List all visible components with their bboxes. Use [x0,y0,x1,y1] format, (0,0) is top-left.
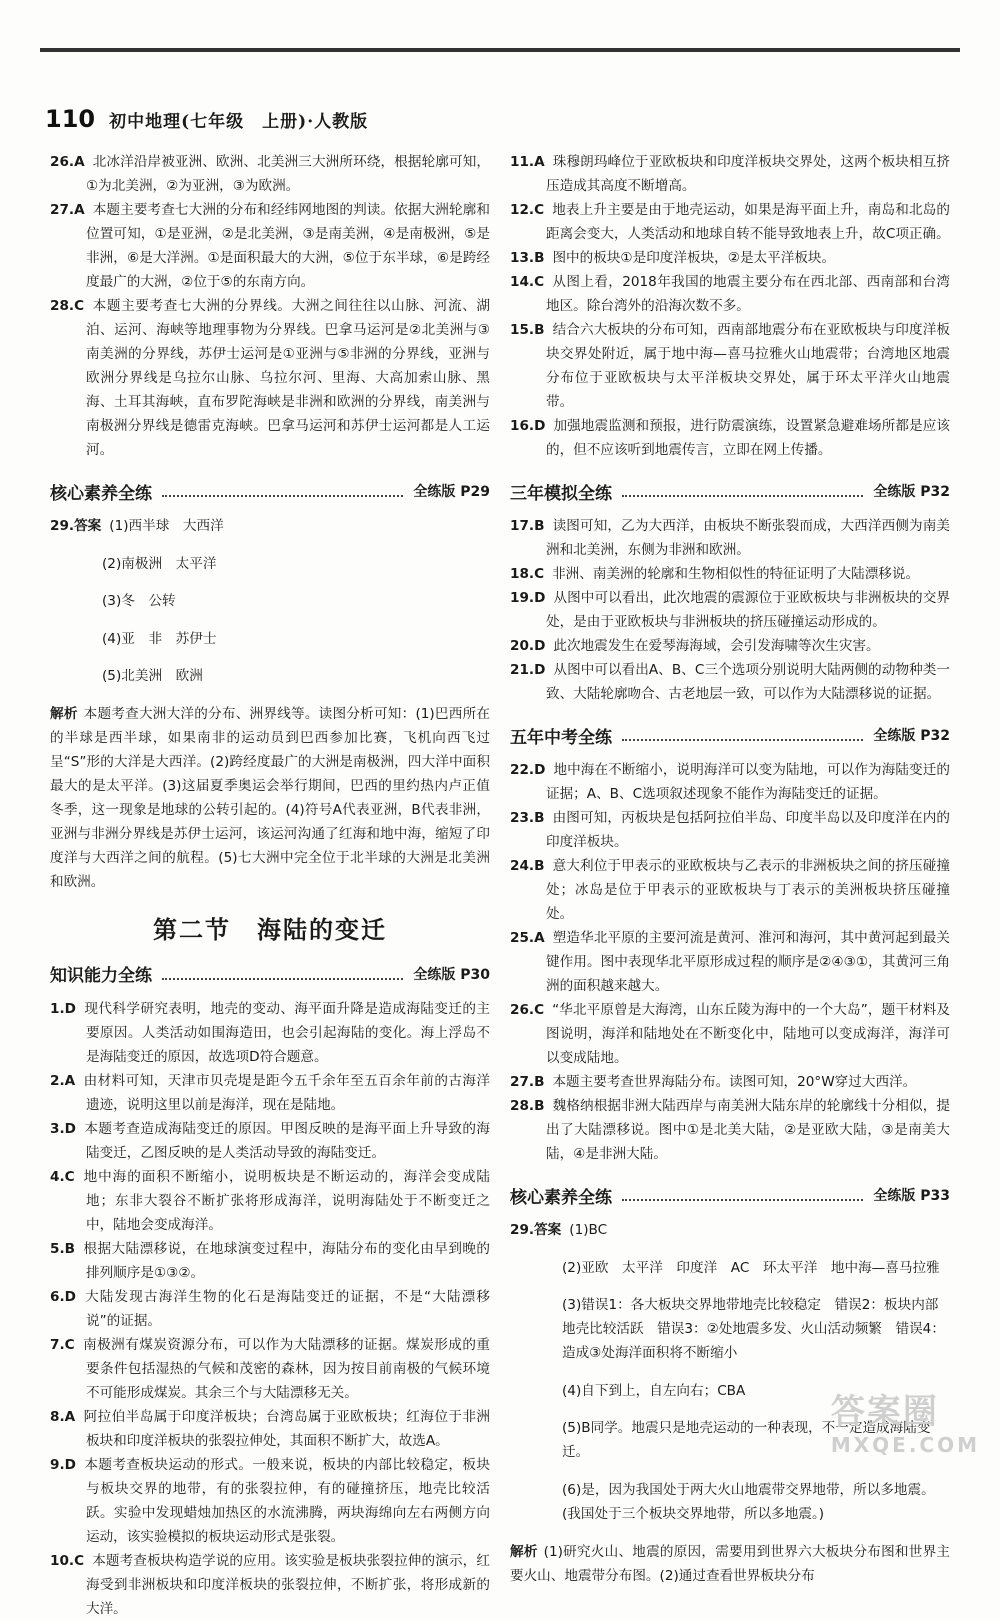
answer-item [50,1117,490,1165]
answer-number: 10.C [50,1552,85,1569]
answer-number: 16.D [510,418,546,434]
answer-item [50,150,490,198]
book-title: 初中地理(七年级 上册)·人教版 [109,111,369,132]
answer-subitem: (5)B同学。地震只是地壳运动的一种表现，不一定造成海陆变迁。 [562,1420,931,1461]
answer-item [510,634,950,658]
answer-number: 7.C [50,1336,75,1353]
analysis-text: (1)研究火山、地震的原因，需要用到世界六大板块分布图和世界主要火山、地震带分布图。(2)通过查看世界板块分布 [510,1543,950,1584]
answer-number: 12.C [510,202,545,218]
answer-text: 从图中可以看出，此次地震的震源位于亚欧板块与非洲板块的交界处，是由于亚欧板块与非洲板块的挤压碰撞运动形成的。 [546,590,950,630]
answer-text: 由材料可知，天津市贝壳堤是距今五千余年至五百余年前的古海洋遗迹，说明这里以前是海洋，现在是陆地。 [83,1072,490,1113]
answer-number: 17.B [510,518,545,534]
answer-item [510,1094,950,1166]
answer-number: 19.D [510,590,546,606]
section-page-ref: 全练版 P30 [413,966,490,983]
answer-number: 26.C [510,1002,545,1018]
watermark-logo: 答案圈 MXQE.COM [830,1392,980,1457]
answer-item [510,1070,950,1094]
section-title: 知识能力全练 [50,966,152,987]
top-rule [40,48,960,52]
answer-text: 地表上升主要是由于地壳运动，如果是海平面上升，南岛和北岛的距离会变大，人类活动和地球自转不能导致地表上升，故C项正确。 [546,202,950,242]
answer-item [510,150,950,198]
answer-item [50,514,490,538]
answer-item [510,514,950,562]
answer-item [510,806,950,854]
answer-item [510,658,950,706]
answer-text: 阿拉伯半岛属于印度洋板块；台湾岛属于亚欧板块；红海位于非洲板块和印度洋板块的张裂拉伸处，其面积不断扩大，故选A。 [83,1408,490,1449]
section-page-ref: 全练版 P32 [873,484,950,500]
answer-item [50,1165,490,1237]
dotted-leader [622,729,863,741]
answer-item [510,562,950,586]
answer-subitem: (4)自下到上，自左向右；CBA [562,1382,746,1399]
answer-number: 26.A [50,154,85,170]
answer-number: 15.B [510,322,545,338]
page-header [45,104,368,134]
answer-text: 非洲、南美洲的轮廓和生物相似性的特征证明了大陆漂移说。 [552,566,920,582]
answer-item [50,1237,490,1285]
answer-text: 从图中可以看出A、B、C三个选项分别说明大陆两侧的动物种类一致、大陆轮廓吻合、古老地层一致，可以作为大陆漂移说的证据。 [546,662,950,702]
answer-text: 本题考查板块构造学说的应用。该实验是板块张裂拉伸的演示，红海受到非洲板块和印度洋板块的张裂拉伸，不断扩张，将形成新的大洋。 [86,1552,490,1617]
answer-number: 22.D [510,762,546,778]
analysis-label: 解析 [510,1543,538,1560]
answer-number: 29.答案 [50,518,102,534]
answer-text: 地中海的面积不断缩小，说明板块是不断运动的，海洋会变成陆地；东非大裂谷不断扩张将形成海洋，说明海陆处于不断变迁之中，陆地会变成海洋。 [82,1168,490,1233]
answer-text: 加强地震监测和预报，进行防震演练，设置紧急避难场所都是应该的，但不应该听到地震传言，立即在网上传播。 [546,418,950,458]
answer-subitem: (2)南极洲 太平洋 [102,555,217,572]
answer-item [510,414,950,462]
answer-item [510,586,950,634]
analysis-label: 解析 [50,705,78,722]
section-title: 核心素养全练 [510,1187,612,1208]
answer-number: 14.C [510,274,545,290]
answer-number: 29.答案 [510,1222,562,1238]
answer-item [510,998,950,1070]
answer-number: 8.A [50,1408,76,1425]
answer-text: 大陆发现古海洋生物的化石是海陆变迁的证据，不是“大陆漂移说”的证据。 [83,1288,490,1329]
answer-number: 23.B [510,810,545,826]
analysis-text: 本题考查大洲大洋的分布、洲界线等。读图分析可知：(1)巴西所在的半球是西半球，如果南非的运动员到巴西参加比赛，飞机向西飞过呈“S”形的大洋是大西洋。(2)跨经度最广的大洲是南极洲，四大洋中面积最大的是太平洋。(3)这届夏季奥运会举行期间，巴西的里约热内卢正值冬季，这一现象是地球的公转引起的。(4)符号A代表亚洲，B代表非洲，亚洲与非洲分界线是苏伊士运河，该运河沟通了红海和地中海，缩短了印度洋与大西洋之间的航程。(5)七大洲中完全位于北半球的大洲是北美洲和欧洲。 [50,705,490,890]
section-page-ref: 全练版 P29 [413,484,490,500]
answer-item [510,246,950,270]
answer-item [510,758,950,806]
answer-text: 读图可知，乙为大西洋，由板块不断张裂而成，大西洋西侧为南美洲和北美洲，东侧为非洲和欧洲。 [546,518,950,558]
answer-number: 5.B [50,1240,75,1257]
answer-number: 9.D [50,1456,76,1473]
answer-text: (1)BC [569,1222,608,1238]
answer-text: 现代科学研究表明，地壳的变动、海平面升降是造成海陆变迁的主要原因。人类活动如围海造田，也会引起海陆的变化。海上浮岛不是海陆变迁的原因，故选项D符合题意。 [83,1000,490,1065]
answer-text: 南极洲有煤炭资源分布，可以作为大陆漂移的证据。煤炭形成的重要条件包括湿热的气候和茂密的森林，因为按目前南极的气候环境不可能形成煤炭。其余三个与大陆漂移无关。 [82,1336,490,1401]
answer-item [50,198,490,294]
answer-text: 本题主要考查世界海陆分布。读图可知，20°W穿过大西洋。 [552,1074,917,1090]
section-heading [510,474,950,508]
answer-text: 塑造华北平原的主要河流是黄河、淮河和海河，其中黄河起到最关键作用。图中表现华北平原形成过程的顺序是②④③①，其黄河三角洲的面积越来越大。 [546,930,950,994]
page-number: 110 [45,105,96,133]
answer-text: 魏格纳根据非洲大陆西岸与南美洲大陆东岸的轮廓线十分相似，提出了大陆漂移说。图中①是北美大陆，②是亚欧大陆，③是南美大陆，④是非洲大陆。 [546,1098,950,1162]
section-heading [510,1178,950,1212]
dotted-leader [622,485,863,497]
chapter-title: 第二节 海陆的变迁 [153,914,387,944]
answer-number: 11.A [510,154,545,170]
answer-text: 意大利位于甲表示的亚欧板块与乙表示的非洲板块之间的挤压碰撞处；冰岛是位于甲表示的亚欧板块与丁表示的美洲板块挤压碰撞处。 [546,858,950,922]
answer-item [50,997,490,1069]
right-column [510,150,950,1588]
answer-item [510,198,950,246]
left-column [50,150,490,1621]
answer-item [510,318,950,414]
answer-text: 图中的板块①是印度洋板块，②是太平洋板块。 [552,250,836,266]
dotted-leader [162,485,403,497]
section-title: 三年模拟全练 [510,483,612,504]
answer-item [510,1218,950,1242]
answer-number: 28.B [510,1098,545,1114]
answer-text: 本题考查板块运动的形式。一般来说，板块的内部比较稳定，板块与板块交界的地带，有的张裂拉伸，有的碰撞挤压，地壳比较活跃。实验中发现蜡烛加热区的水流沸腾，两块海绵向左右两侧方向运动，该实验模拟的板块运动形式是张裂。 [83,1456,490,1545]
answer-text: 北冰洋沿岸被亚洲、欧洲、北美洲三大洲所环绕，根据轮廓可知，①为北美洲，②为亚洲，③为欧洲。 [86,154,490,194]
answer-number: 2.A [50,1072,76,1089]
answer-number: 6.D [50,1288,76,1305]
answer-text: 本题主要考查七大洲的分布和经纬网地图的判读。依据大洲轮廓和位置可知，①是亚洲，②是北美洲，③是南美洲，④是南极洲，⑤是非洲，⑥是大洋洲。①是面积最大的大洲，⑤位于东半球，⑥是跨经度最广的大洲，②位于⑤的东南方向。 [86,202,490,290]
answer-text: 此次地震发生在爱琴海海域，会引发海啸等次生灾害。 [553,638,880,654]
answer-subitem: (4)亚 非 苏伊士 [102,630,217,647]
answer-text: 地中海在不断缩小，说明海洋可以变为陆地，可以作为海陆变迁的证据；A、B、C选项叙述现象不能作为海陆变迁的证据。 [546,762,950,802]
answer-item [50,1333,490,1405]
answer-item [510,854,950,926]
section-page-ref: 全练版 P33 [873,1188,950,1204]
answer-item [50,1285,490,1333]
answer-number: 1.D [50,1000,76,1017]
section-title: 五年中考全练 [510,727,612,748]
answer-text: 本题考查造成海陆变迁的原因。甲图反映的是海平面上升导致的海陆变迁，乙图反映的是人类活动导致的海陆变迁。 [83,1120,490,1161]
dotted-leader [622,1189,863,1201]
answer-text: 由图可知，丙板块是包括阿拉伯半岛、印度半岛以及印度洋在内的印度洋板块。 [546,810,950,850]
analysis [510,1540,950,1588]
answer-number: 27.B [510,1074,545,1090]
answer-text: 结合六大板块的分布可知，西南部地震分布在亚欧板块与印度洋板块交界处附近，属于地中海—喜马拉雅火山地震带；台湾地区地震分布位于亚欧板块与太平洋板块交界处，属于环太平洋火山地震带。 [546,322,950,410]
answer-subitem: (6)是，因为我国处于两大火山地震带交界地带，所以多地震。(我国处于三个板块交界地带，所以多地震。) [562,1481,935,1522]
answer-text: 根据大陆漂移说，在地球演变过程中，海陆分布的变化由早到晚的排列顺序是①③②。 [82,1240,490,1281]
answer-text: “华北平原曾是大海湾，山东丘陵为海中的一个大岛”，题干材料及图说明，海洋和陆地处在不断变化中，陆地可以变成海洋，海洋可以变成陆地。 [546,1002,950,1066]
answer-item [50,1405,490,1453]
answer-item [510,270,950,318]
section-title: 核心素养全练 [50,483,152,504]
answer-text: 本题主要考查七大洲的分界线。大洲之间往往以山脉、河流、湖泊、运河、海峡等地理事物为分界线。巴拿马运河是②北美洲与③南美洲的分界线，苏伊士运河是①亚洲与⑤非洲的分界线，亚洲与欧洲分界线是乌拉尔山脉、乌拉尔河、里海、大高加索山脉、黑海、土耳其海峡，直布罗陀海峡是非洲和欧洲的分界线，南美洲与南极洲分界线是德雷克海峡。巴拿马运河和苏伊士运河都是人工运河。 [86,298,490,458]
answer-number: 3.D [50,1120,76,1137]
answer-number: 27.A [50,202,85,218]
answer-item [50,1549,490,1621]
answer-number: 20.D [510,638,546,654]
answer-number: 21.D [510,662,546,678]
answer-number: 25.A [510,930,545,946]
dotted-leader [162,968,403,980]
answer-subitem: (5)北美洲 欧洲 [102,668,203,685]
answer-number: 4.C [50,1168,75,1185]
answer-number: 24.B [510,858,545,874]
section-page-ref: 全练版 P32 [873,728,950,744]
answer-text: 珠穆朗玛峰位于亚欧板块和印度洋板块交界处，这两个板块相互挤压造成其高度不断增高。 [546,154,950,194]
answer-number: 13.B [510,250,545,266]
analysis [50,702,490,894]
answer-text: (1)西半球 大西洋 [109,518,224,534]
answer-item [50,294,490,462]
answer-number: 18.C [510,566,545,582]
answer-subitem: (3)错误1：各大板块交界地带地壳比较稳定 错误2：板块内部地壳比较活跃 错误3：②处地震多发、火山活动频繁 错误4：造成③处海洋面积将不断缩小 [562,1297,945,1362]
section-heading [510,718,950,752]
answer-subitem: (3)冬 公转 [102,593,176,610]
answer-item [50,1453,490,1549]
answer-item [510,926,950,998]
section-heading [50,957,490,991]
answer-number: 28.C [50,298,85,314]
answer-subitem: (2)亚欧 太平洋 印度洋 AC 环太平洋 地中海—喜马拉雅 [562,1259,940,1276]
section-heading [50,474,490,508]
answer-item [50,1069,490,1117]
answer-text: 从图上看，2018年我国的地震主要分布在西北部、西南部和台湾地区。除台湾外的沿海次数不多。 [546,274,950,314]
